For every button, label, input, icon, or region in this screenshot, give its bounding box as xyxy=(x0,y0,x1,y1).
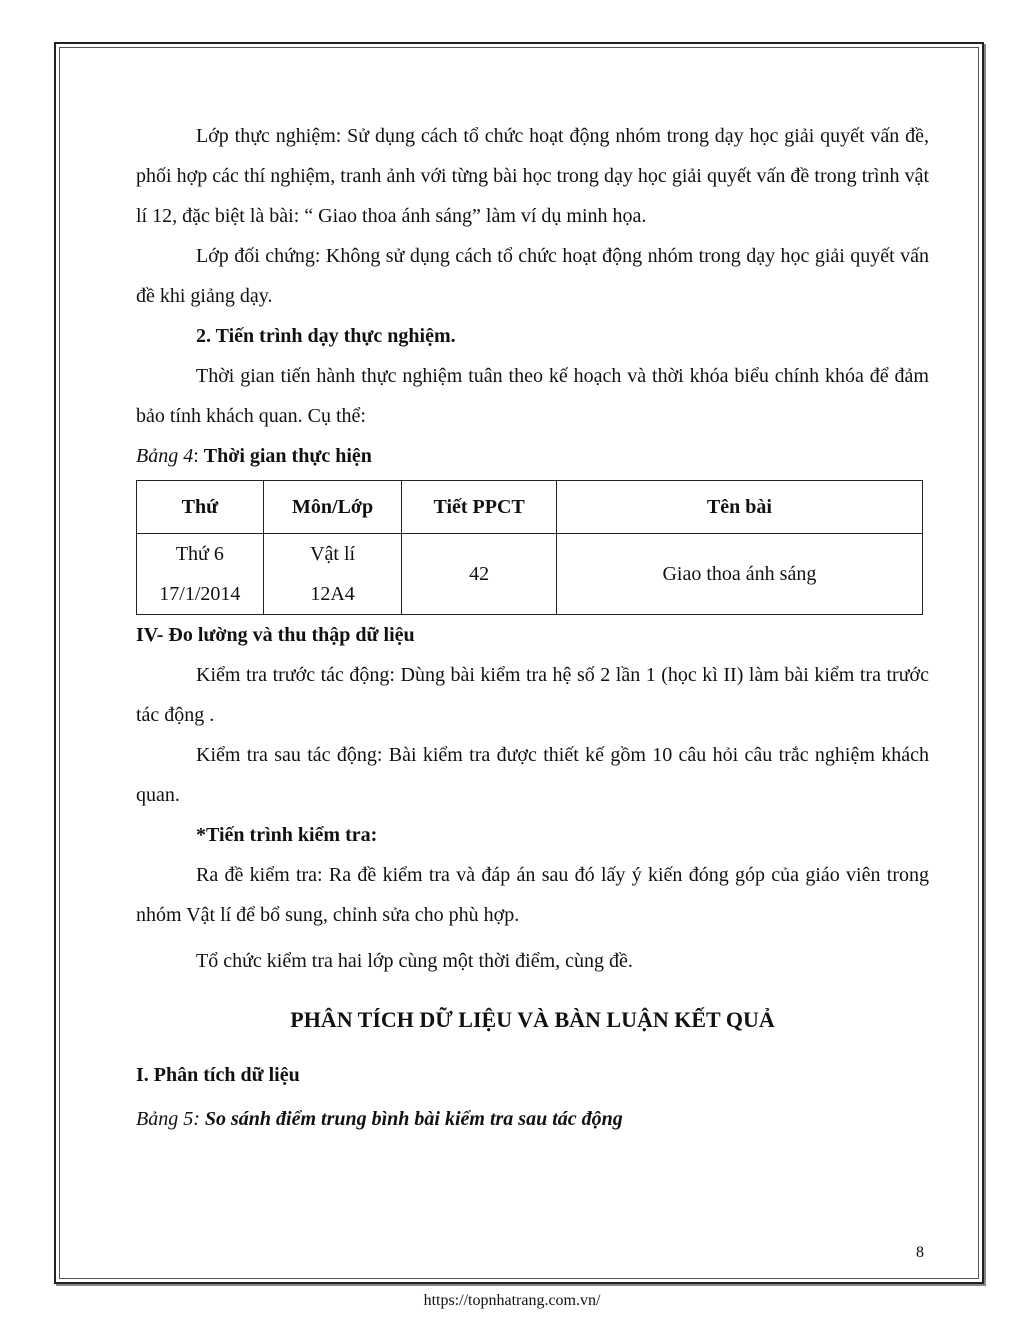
section-4-heading: IV- Đo lường và thu thập dữ liệu xyxy=(136,624,415,646)
header-lesson: Tên bài xyxy=(556,481,922,534)
test-process-heading: *Tiến trình kiểm tra: xyxy=(196,824,378,846)
analysis-title: PHÂN TÍCH DỮ LIỆU VÀ BÀN LUẬN KẾT QUẢ xyxy=(290,1007,775,1032)
cell-class-line2: 12A4 xyxy=(310,583,355,605)
header-day: Thứ xyxy=(137,481,264,534)
table-4-caption-label: Bảng 4 xyxy=(136,445,194,467)
section-2-heading: 2. Tiến trình dạy thực nghiệm. xyxy=(196,325,456,347)
table-row xyxy=(137,534,923,615)
paragraph-pre-test: Kiểm tra trước tác động: Dùng bài kiểm tra hệ số 2 lần 1 (học kì II) làm bài kiểm tra trước tác động . xyxy=(136,664,929,726)
table-5-caption-label: Bảng 5: xyxy=(136,1108,205,1130)
cell-period: 42 xyxy=(402,534,556,615)
cell-day xyxy=(137,534,264,615)
table-4 xyxy=(136,480,923,615)
table-header-row xyxy=(137,481,923,534)
page-number: 8 xyxy=(916,1244,924,1261)
cell-lesson: Giao thoa ánh sáng xyxy=(556,534,922,615)
paragraph-post-test: Kiểm tra sau tác động: Bài kiểm tra được thiết kế gồm 10 câu hỏi câu trắc nghiệm khách quan. xyxy=(136,744,929,806)
cell-day-line2: 17/1/2014 xyxy=(159,583,241,605)
table-5-caption-title: So sánh điểm trung bình bài kiểm tra sau tác động xyxy=(204,1108,623,1130)
table-4-caption-title: Thời gian thực hiện xyxy=(203,445,372,467)
cell-day-line1: Thứ 6 xyxy=(175,543,224,565)
cell-class xyxy=(263,534,402,615)
table-4-caption xyxy=(136,436,929,476)
paragraph-control-class: Lớp đối chứng: Không sử dụng cách tổ chức hoạt động nhóm trong dạy học giải quyết vấn đề khi giảng dạy. xyxy=(136,245,929,307)
table-4-caption-separator: : xyxy=(193,445,204,467)
cell-class-line1: Vật lí xyxy=(310,543,356,565)
paragraph-test-design: Ra đề kiểm tra: Ra đề kiểm tra và đáp án sau đó lấy ý kiến đóng góp của giáo viên trong nhóm Vật lí để bổ sung, chỉnh sửa cho phù hợp. xyxy=(136,864,929,926)
analysis-subheading: I. Phân tích dữ liệu xyxy=(136,1064,300,1086)
header-period: Tiết PPCT xyxy=(402,481,556,534)
header-subject-class: Môn/Lớp xyxy=(263,481,402,534)
table-5-caption xyxy=(136,1099,929,1139)
footer-url[interactable]: https://topnhatrang.com.vn/ xyxy=(423,1292,601,1309)
section-2-paragraph: Thời gian tiến hành thực nghiệm tuân theo kế hoạch và thời khóa biểu chính khóa để đảm bảo tính khách quan. Cụ thể: xyxy=(136,365,929,427)
paragraph-test-organization: Tổ chức kiểm tra hai lớp cùng một thời điểm, cùng đề. xyxy=(196,950,633,972)
document-body xyxy=(136,116,929,1139)
paragraph-experimental-class: Lớp thực nghiệm: Sử dụng cách tổ chức hoạt động nhóm trong dạy học giải quyết vấn đề, phối hợp các thí nghiệm, tranh ảnh với từng bài học trong dạy học giải quyết vấn đề trong trình vật lí 12, đặc biệt là bài: “ Giao thoa ánh sáng” làm ví dụ minh họa. xyxy=(136,125,929,227)
